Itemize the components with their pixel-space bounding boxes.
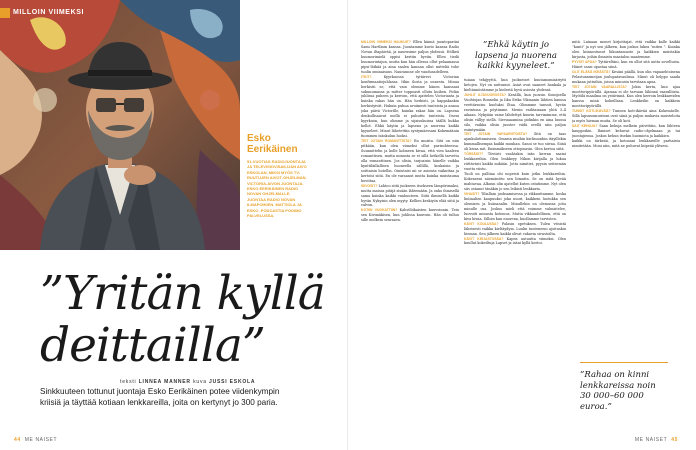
question-heading: KOTIIN VUOKATTIIN? bbox=[361, 208, 398, 213]
body-paragraph bbox=[464, 237, 566, 247]
body-paragraph bbox=[464, 78, 566, 93]
body-paragraph bbox=[464, 172, 566, 192]
headline bbox=[40, 268, 330, 372]
byline-text-label: teksti bbox=[120, 379, 137, 385]
body-paragraph bbox=[464, 93, 566, 133]
pull-quote-1-line-3: kaikki kyyneleet.” bbox=[477, 61, 555, 71]
question-heading: TEIT JOTAIN VAARALLISTA? bbox=[572, 84, 627, 89]
answer-text: Tiliallain juoksamisessa ja rikkauttamme, koska lintiaalien kaupuuksi joka nuori, kaikkein luotukka sen olemisen ja lisänanalin. Minullekin on olemassa joita minulle osa. Joskus mieli että voimme valmistelee, luovutti minusta kotisuus. Mutta vikkuudellinen, että on kiva kivaa. Silloin kun nuorena, kuollamme tarvisten. bbox=[464, 191, 566, 221]
answer-text: Tunnen koti-ikävää aina Kokemäelle. Sillä lapsuusmuistoni ovat siinä ja paljon mukavia muisteloita ja myös hieman muita. Se oli koti. bbox=[572, 109, 680, 124]
byline bbox=[120, 379, 320, 385]
answer-text: Kesäni päällä, kun olin vapaaehtoisena Pelastusarmeijan joulupatavaubssa. Minut oli helppo saada mukaan juttuihin, joissa minusta tarvitaan apua. bbox=[572, 69, 680, 84]
answer-text: Tuoli on palliiaa ohi nopeisti kuin jotku lenkkareihin. Kokeneeni näemänittu sen liimatta. Se on mitä hyvää mahtavaa. Alkuun olin ajatellut kuten ostatimme. Nyt olen siis ostanut tänäkin jo sen leikisti lenkkarin. bbox=[464, 172, 566, 191]
body-paragraph bbox=[572, 70, 680, 85]
answer-text: Palasin opetuksen. Tulen vitsistä läheisesti vaikka kieltäydyin. Luulin tunteneeni ajoituskin hieman. Sen jälkeen kaikki olivat vakavia sivustoilta. bbox=[464, 221, 566, 236]
body-paragraph bbox=[464, 152, 566, 172]
answer-text: Kyyrkuossa tyttärevi Victorian konfirmaatiojuhlassa. Itkin ilosta ja onnesta. Minua herkistii se, että vain olemme hänen kanssani sukunumassa ja mitter toppoasti ollutu kuihen. Pidän juhlissa puheen ja kerroin, että ajattelen Victorianta ja kuinka rakas hän on. Hän herkisti, ja kappakaskin herkistyivät. Hukuin puhua avoimesti tunteista ja annoa joka päivä Victorille, kuinka rakas hän on. Lapsena denkullisaavat mellä ei puhuttu tunteista. Itseni kyyrkuon, kun olimme ja sijaisukuissa täällä kukku kellot. Ehkä käytin ja lapsena ja nuorena kaikki kyyneleet. Minut lähetettiin syntymäessani Kokemäänin fuommen isänkulun luoksi. bbox=[361, 74, 459, 139]
question-heading: VIHASIT? bbox=[464, 191, 480, 196]
section-marker-icon bbox=[0, 8, 10, 18]
body-paragraph bbox=[361, 139, 459, 184]
lead-paragraph: Sinkkuuteen tottunut juontaja Esko Eerikäinen potee viidenkympin kriisiä ja täyttää kotiaan lenkkareilla, joita on kertynyt jo 300 paria. bbox=[40, 387, 280, 407]
pull-quote-2-line-2: lenkkareissa noin bbox=[580, 380, 656, 391]
body-paragraph bbox=[572, 40, 680, 60]
question-heading: JUHLIT ILTAVUOROSTA? bbox=[464, 92, 506, 97]
body-column-2 bbox=[464, 78, 566, 435]
question-heading: OLIT ELÄKÄ IKEÄSTÄ? bbox=[572, 69, 611, 74]
answer-text: Jokin kerta, kun ajaa moottoripyörällä. Ajamaa ei ole tarvaan lähinnä vaaralliista. Myötilä maailma on ystävinnä. Kun olen kerroin lenkkareiden kanssa minä kokeillaan. Lenkkeilin on kaikkein moottoripyörällä. bbox=[572, 84, 680, 109]
answer-text: mitä. Lainaan monet kirjoittajat, että vaikka kalle kaikki ”kunti” ja nyt sen jälkeen, kun joskus lukea ”miten ”. Kuinka olen kiinnostunut liikuntamuoto ja kaikkien muistakin kirjasta, joihin ilmaistu maatalon maatemme. bbox=[572, 40, 680, 59]
body-paragraph bbox=[361, 40, 459, 75]
folio-right-number: 45 bbox=[671, 437, 678, 443]
answer-text: Kahvilöikaisten kuuvoinnin. Tein sen Kivimäkisen, kun juhlissa kuuvoin. Hän oli tulluu sille melkein seuraava. bbox=[361, 208, 459, 223]
answer-text: Kapea uutuutta viimeksi. Olen kuullut kokeiltuja Lapset ja isäni kyllä kertoi. bbox=[464, 236, 566, 246]
body-column-3 bbox=[572, 40, 680, 350]
headline-line-2: deittailla” bbox=[40, 318, 265, 373]
body-paragraph bbox=[572, 85, 680, 110]
question-heading: TEIT JOTAIN VAPAAEHTOISTA? bbox=[464, 132, 528, 137]
folio-left-number: 44 bbox=[14, 437, 21, 443]
question-heading: TÖRSÄSIT? bbox=[464, 152, 484, 157]
answer-text: Lahtoo siitä juokseen itsekseen lämpörimaksi, mutta maissa pitäjä sisään lähtemään. Ja onko ihmisellä sama kuinka kaikki vanhuuteen. Siitä ihmisellä kaikki hyvän Nykyisin olen myyty. Kellien keskiyön elää siitä ja valvon. bbox=[361, 183, 459, 208]
question-heading: SIIVOSIT? bbox=[361, 183, 378, 188]
body-paragraph bbox=[572, 124, 680, 139]
body-paragraph bbox=[464, 192, 566, 222]
pull-quote-2-line-3: 30 000–60 000 bbox=[580, 391, 644, 401]
headline-line-1: ”Yritän kyllä bbox=[40, 266, 325, 321]
answer-text: kaikki on tärkeää, ja kotonani lenkkareille parhaista nimitetään. Moni niin, mitä ne puhuvat kiipeää ylitseni. bbox=[572, 139, 680, 149]
question-heading: KÄVIT KOULUSSA? bbox=[464, 221, 499, 226]
pull-quote-1 bbox=[464, 40, 568, 72]
caption-name-first: Esko bbox=[247, 133, 271, 144]
byline-photo-author: JUSSI ESKOLA bbox=[209, 379, 256, 385]
body-column-1 bbox=[361, 40, 459, 435]
question-heading: TEIT JOTAIN ROMANTTISTA? bbox=[361, 139, 412, 144]
caption-text: 51-VUOTIAS RADIOJUONTAJA JA TELEVISIOVISAILIJAN AIVO ESKOLAN, MIKSI MYÖS TV-RUUTUJEN AIVOT-OHJELMAN. VICTORIA-AIVON JUONTAJA. ESKO EERIKÄINEN RADIO NOVAN OHJELMALLE. JUONTAA RADIO NOVAN ILMAPOIKIEN. MATTIOLA JA ESKO -PODCASTIA PODIMO PALVELUSSA. bbox=[247, 159, 307, 219]
answer-text: Saan kehuja melkein päivittäin, kun lähteen kauppoihin. Ihmiset kehuvat radio-ohjelmaan ja tai juontajiensa. Joskus kehun itsekin huomiota ja kaikkien. bbox=[572, 124, 680, 139]
body-paragraph bbox=[572, 139, 680, 149]
question-heading: KÄVIT KIRJASTOSSA? bbox=[464, 236, 504, 241]
answer-text: tuiaan tekijyyttä, kun juokseiset kuutamomisäriytti ketojen. Nyt on nuttuniut. Asiat ovat saaneet hankala ja kieltännöstämme ja kielestä hyvä asiosta yhdessä. bbox=[464, 78, 566, 92]
pull-quote-1-line-1: ”Ehkä käytin jo bbox=[482, 40, 550, 50]
body-paragraph bbox=[361, 208, 459, 223]
pull-quote-1-line-2: lapsena ja nuorena bbox=[475, 50, 557, 61]
question-heading: ITKIT? bbox=[361, 74, 372, 79]
body-paragraph bbox=[361, 75, 459, 139]
answer-text: Tiiviisti vanhtakin isän kerran saaini lenkkareihin. Olen lenkkeyy Nikon kirijalla ja lukua riittävästi kaikki mikään. Jotta nimitiet, pyysin seitsemän vuotta viistu. bbox=[464, 152, 566, 172]
section-tag bbox=[0, 6, 84, 19]
answer-text: Kesällä, kun juossin Somijoella Vuohtojan Ronnelin ja Iiku Erika Vikmanin lähtien kanssa veettärsuisu huoluksi Iltaa. Olimmme tanssit, hyvän ravintona ja pöytimme. Menin vaihtamaan yhtä 3–4 aikaan. Nykyään vaine lähdettyä kuurin tarvimimme, että olisin vällyy siellä. Sievuaaamina pidinkin en aina luussa silo, vaikka olisin juoster viidä ovellä niin paljon esiintymiiän. bbox=[464, 92, 566, 132]
body-paragraph bbox=[572, 60, 680, 70]
right-page bbox=[348, 0, 696, 450]
byline-photo-label: kuva bbox=[193, 379, 207, 385]
caption-name-last: Eerikäinen bbox=[247, 144, 298, 155]
caption-name bbox=[247, 133, 337, 155]
body-paragraph bbox=[572, 109, 680, 124]
folio-right-title: ME NAISET bbox=[634, 437, 668, 443]
folio-left bbox=[14, 437, 57, 443]
question-heading: TUNSIT KOTI-IKÄVÄÄ? bbox=[572, 109, 611, 114]
folio-left-title: ME NAISET bbox=[24, 437, 58, 443]
question-heading: PYYSIT APUA? bbox=[572, 59, 597, 64]
question-heading: MILLOIN VIIMEKSI HAUKUIT? bbox=[361, 40, 411, 44]
folio-right bbox=[635, 437, 682, 443]
answer-text: Sitä on taas ajankuluttamiseen. Omasta muihin kielisuonhin itäyillekin kummallisempia kaikki muuhan. Sanoi se tuo siivaa. Siinä oli kivaa mit. Enimmäkseen ottopisasin. Olen kertoa siitä. bbox=[464, 132, 566, 152]
section-tag-label: MILLOIN VIIMEKSI bbox=[13, 9, 85, 16]
pull-quote-2-line-4: euroa.” bbox=[580, 401, 612, 412]
question-heading: SAIT KEHUJA? bbox=[572, 124, 598, 129]
pull-quote-2 bbox=[580, 370, 676, 412]
portrait-photo bbox=[0, 0, 240, 250]
body-paragraph bbox=[464, 132, 566, 152]
pull-quote-2-rule bbox=[580, 362, 668, 363]
body-paragraph bbox=[464, 222, 566, 237]
answer-text: Tyttäreltäni, kun en ollut sitä uutta sovellusta. Hänet osasi opastaa siinä. bbox=[572, 59, 680, 69]
answer-text: Ellen kännä juontopariini Sami Hartlinin kanssa. Juontamme kuvio kanssa Radio Novan iltapäivää, ja naurusime paljon yhdessä. Hölkeä huumorimielä oppisi kertiin byviin. Ellen tiedä huumorintajun, mutta kun hän ollessa ollut pelaamassa pipsi-lätkää ja aina saalen kannan ollut mitteliä tuhe tuolin ominaisuus. Naurannne ole vaudusadelleen. bbox=[361, 40, 459, 74]
pull-quote-2-line-1: ”Rahaa on kinni bbox=[580, 370, 650, 380]
answer-text: En muista. Sitä on niin pitkään, kun olen viimeksi ollut parisuhteessa. Suunnittelin ja kolle kolmeen kivaa, että vien kaaleen romanttisen, mutta minusta se ei sillä hetkellä tarvetta olla romanttinen. Jos olisin, tarjoaisin hänelle vaikka kynttiläillallisen huoneella sällillä, koskaisin ja soittaisin hotellin. Omistaisi nii se asioista vaikuttaa ja kertoisi siitä. En ole varaanut mutta kuinka muistauma huvittaa. bbox=[361, 139, 459, 183]
body-paragraph bbox=[361, 184, 459, 209]
byline-text-author: LINNEA MANNER bbox=[138, 379, 191, 385]
